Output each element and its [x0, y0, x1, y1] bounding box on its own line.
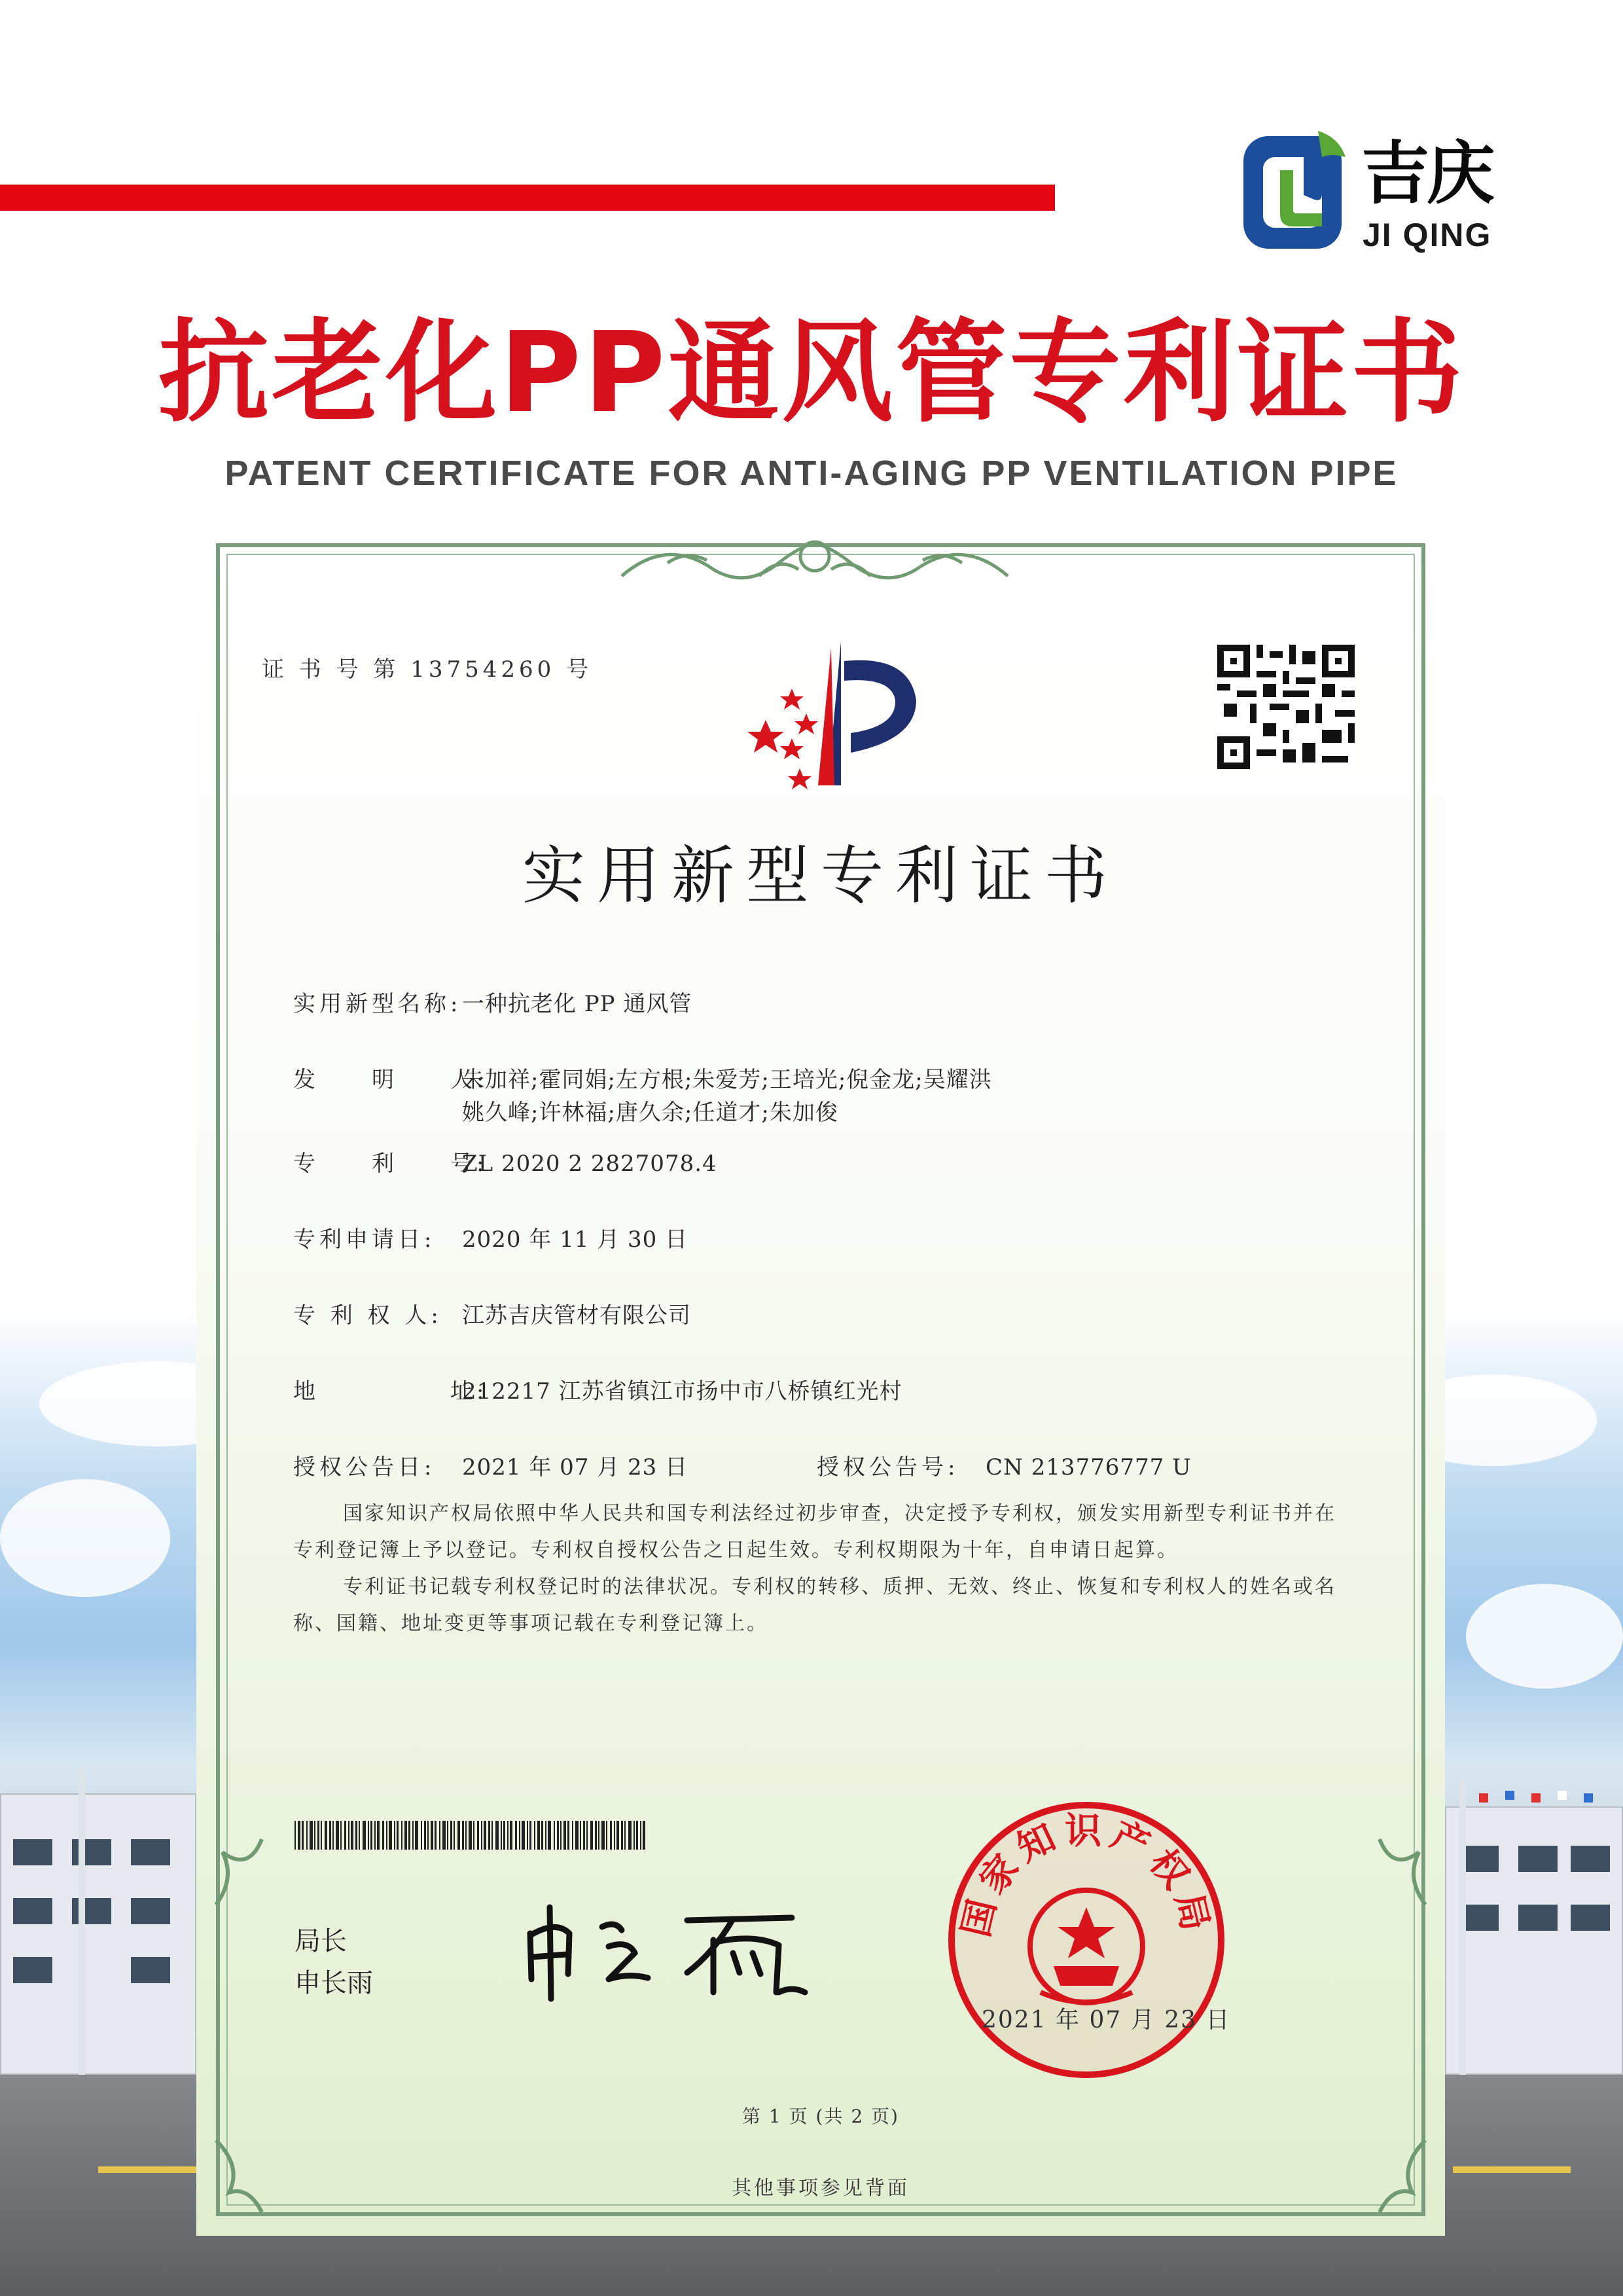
- field-value: 一种抗老化 PP 通风管: [462, 991, 692, 1017]
- corner-ornament-icon: [209, 1826, 268, 1911]
- field-patentee: [293, 1297, 691, 1329]
- field-value: 江苏吉庆管材有限公司: [462, 1302, 691, 1329]
- footer-note: 其他事项参见背面: [732, 2177, 910, 2200]
- field-label: 授权公告号:: [817, 1454, 959, 1480]
- field-label: 地 址:: [293, 1378, 488, 1405]
- certificate-number: 证 书 号 第 13754260 号: [262, 656, 593, 683]
- page-number: 第 1 页 (共 2 页): [742, 2106, 899, 2127]
- director-name: 申长雨: [294, 1968, 373, 1998]
- brand-logo: [1241, 131, 1529, 257]
- red-accent-bar: [0, 185, 1055, 211]
- field-grant-date: [293, 1449, 688, 1481]
- field-utility-model-name: [293, 986, 692, 1018]
- field-label: 授权公告日:: [293, 1454, 436, 1480]
- field-value: 2021 年 07 月 23 日: [462, 1454, 688, 1480]
- field-application-date: [293, 1221, 688, 1253]
- field-value: 姚久峰;许林福;唐久余;任道才;朱加俊: [462, 1100, 838, 1126]
- certificate-title: 实用新型专利证书: [522, 839, 1119, 912]
- director-block: [294, 1920, 373, 2004]
- field-value: ZL 2020 2 2827078.4: [462, 1151, 717, 1177]
- field-value: 朱加祥;霍同娟;左方根;朱爱芳;王培光;倪金龙;吴耀洪: [462, 1067, 992, 1093]
- field-label: 实用新型名称:: [293, 991, 462, 1017]
- statement-paragraph: 专利证书记载专利权登记时的法律状况。专利权的转移、质押、无效、终止、恢复和专利权人的姓名或名称、国籍、地址变更等事项记载在专利登记簿上。: [293, 1575, 1336, 1635]
- corner-ornament-icon: [1373, 1826, 1432, 1911]
- field-grant-number: [817, 1449, 1192, 1481]
- field-patent-number: [293, 1145, 717, 1177]
- official-seal-icon: [942, 1796, 1230, 2084]
- seal-text: 国家知识产权局: [954, 1810, 1219, 1941]
- field-address: [293, 1373, 902, 1405]
- field-value: CN 213776777 U: [986, 1454, 1192, 1480]
- field-value: 2020 年 11 月 30 日: [462, 1227, 688, 1253]
- director-title: 局长: [294, 1926, 347, 1956]
- seal-date: 2021 年 07 月 23 日: [982, 2007, 1231, 2034]
- field-label: 专 利 权 人:: [293, 1302, 442, 1329]
- top-ornament-icon: [609, 524, 1021, 596]
- page-subtitle: PATENT CERTIFICATE FOR ANTI-AGING PP VENTILATION PIPE: [224, 454, 1399, 493]
- field-inventors-continued: [293, 1094, 838, 1126]
- page-title: 抗老化PP通风管专利证书: [158, 308, 1465, 438]
- field-inventors: [293, 1062, 992, 1094]
- jiqing-logo-icon: [1241, 131, 1349, 255]
- field-value: 212217 江苏省镇江市扬中市八桥镇红光村: [462, 1378, 902, 1405]
- barcode-icon: [294, 1821, 648, 1850]
- certificate-statement: [293, 1496, 1340, 1642]
- brand-name-cn: 吉庆: [1361, 134, 1493, 213]
- statement-paragraph: 国家知识产权局依照中华人民共和国专利法经过初步审查，决定授予专利权，颁发实用新型专利证书并在专利登记簿上予以登记。专利权自授权公告之日起生效。专利权期限为十年，自申请日起算。: [293, 1502, 1336, 1562]
- field-label: 发 明 人:: [293, 1067, 488, 1093]
- patent-office-emblem-icon: [720, 628, 942, 798]
- director-signature-icon: [517, 1894, 818, 2005]
- field-label: 专 利 号:: [293, 1151, 488, 1177]
- field-label: 专利申请日:: [293, 1227, 436, 1253]
- qr-code-icon: [1217, 645, 1355, 769]
- patent-certificate: [196, 524, 1445, 2236]
- brand-name-en: JI QING: [1363, 217, 1492, 253]
